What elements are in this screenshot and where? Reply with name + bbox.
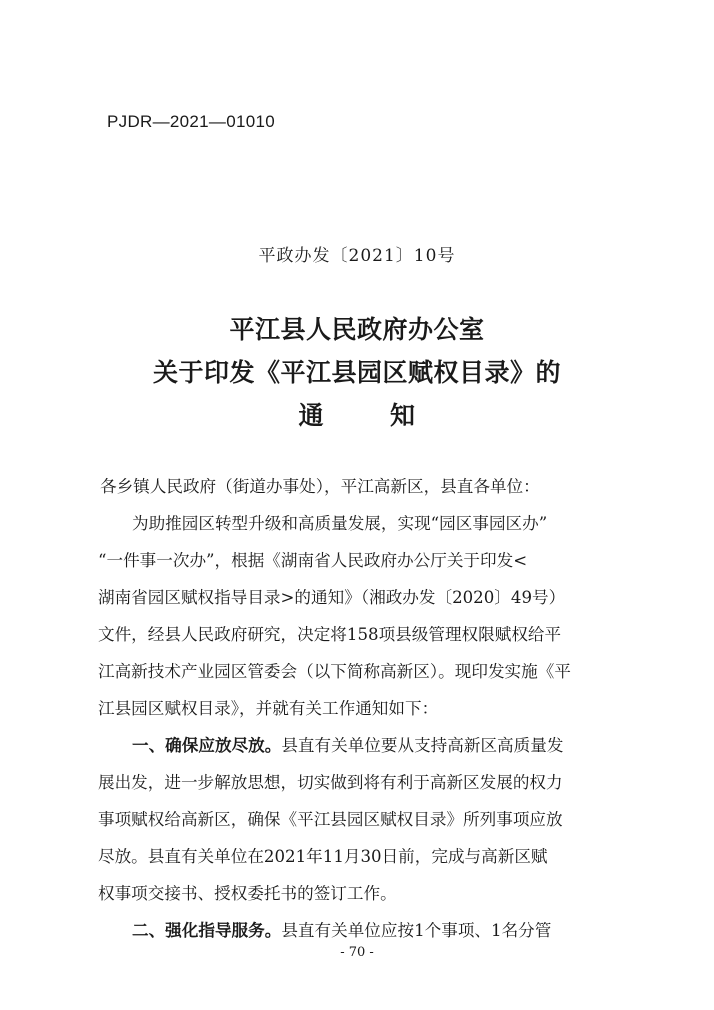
paragraph-1-line-2: “一件事一次办”，根据《湖南省人民政府办公厅关于印发< xyxy=(98,551,528,570)
paragraph-1-line-3: 湖南省园区赋权指导目录>的通知》（湘政办发〔2020〕49号） xyxy=(98,588,566,607)
section-2-line-1 xyxy=(132,917,662,941)
section-1-heading: 一、确保应放尽放。 xyxy=(132,736,282,755)
title-line-1: 平江县人民政府办公室 xyxy=(229,315,485,344)
paragraph-1-line-6: 江县园区赋权目录》，并就有关工作通知如下： xyxy=(98,699,439,718)
title-char-zhi: 知 xyxy=(390,401,416,430)
paragraph-1-line-5: 江高新技术产业园区管委会（以下简称高新区）。现印发实施《平 xyxy=(98,662,571,681)
salutation: 各乡镇人民政府（街道办事处），平江高新区，县直各单位： xyxy=(100,477,540,496)
title-char-tong: 通 xyxy=(298,401,324,430)
section-1-line-5: 权事项交接书、授权委托书的签订工作。 xyxy=(98,884,397,903)
section-1-line-2: 展出发，进一步解放思想，切实做到将有利于高新区发展的权力 xyxy=(98,773,563,792)
title-line-2: 关于印发《平江县园区赋权目录》的 xyxy=(152,358,561,387)
section-2-line-1-text: 县直有关单位应按1个事项、1名分管 xyxy=(281,921,552,940)
section-1-line-4: 尽放。县直有关单位在2021年11月30日前，完成与高新区赋 xyxy=(98,847,548,866)
paragraph-1-line-1: 为助推园区转型升级和高质量发展，实现“园区事园区办” xyxy=(132,514,548,533)
section-1-line-1 xyxy=(132,732,662,756)
page-number: - 70 - xyxy=(340,945,374,960)
document-code: PJDR—2021—01010 xyxy=(107,112,275,131)
paragraph-1-line-4: 文件，经县人民政府研究，决定将158项县级管理权限赋权给平 xyxy=(98,625,562,644)
section-1-line-1-text: 县直有关单位要从支持高新区高质量发 xyxy=(281,736,564,755)
section-1-line-3: 事项赋权给高新区，确保《平江县园区赋权目录》所列事项应放 xyxy=(98,810,563,829)
title-line-3 xyxy=(0,396,714,432)
document-number: 平政办发〔2021〕10号 xyxy=(258,246,456,266)
section-2-heading: 二、强化指导服务。 xyxy=(132,921,282,940)
